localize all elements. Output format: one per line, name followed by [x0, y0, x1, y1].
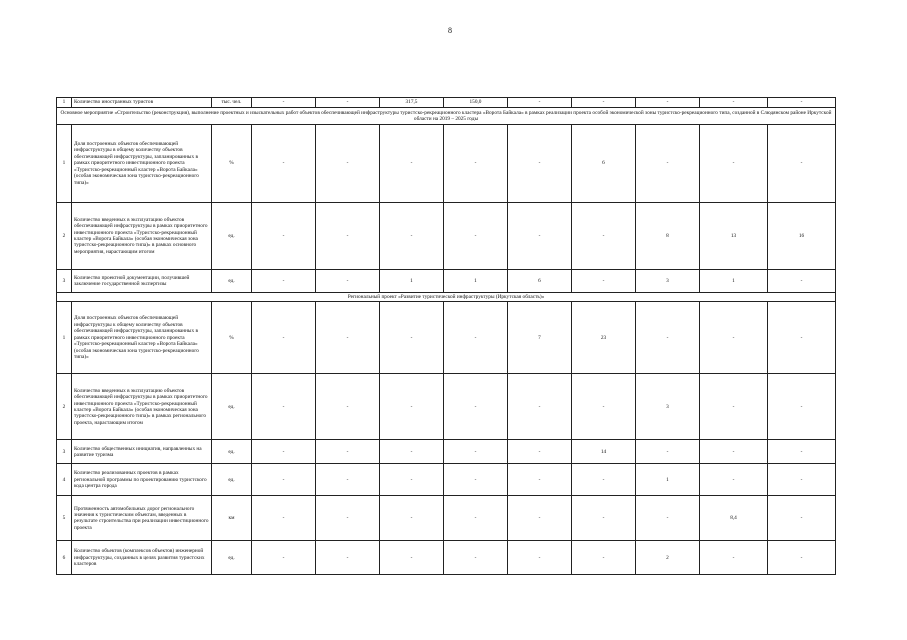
value-cell: - [380, 374, 444, 440]
value-cell: - [252, 541, 316, 575]
value-cell: - [508, 496, 572, 541]
section-title: Основное мероприятие «Строительство (реконструкция), выполнение проектных и изыскательных работ объектов обеспечивающей инфраструктуры туристско-рекреационного кластера «Ворота Байкала» в рамках реализации проекта особой экономической зоны туристско-рекреационного типа, созданной в Слюдянском районе Иркутской области на 2019 – 2025 годы [57, 108, 836, 125]
unit-cell: % [212, 302, 252, 374]
value-cell: - [316, 302, 380, 374]
section-title: Региональный проект «Развитие туристической инфраструктуры (Иркутская область)» [57, 293, 836, 302]
indicator-name: Доля построенных объектов обеспечивающей инфраструктуры в общему количеству объектов обеспечивающей инфраструктуры, запланированных в рамках приоритетного инвестиционного проекта «Туристско-рекреационный кластер «Ворота Байкала» (особая экономическая зона туристско-рекреационного типа)» [72, 125, 212, 203]
value-cell: - [444, 440, 508, 464]
value-cell: - [768, 374, 836, 440]
value-cell: - [380, 464, 444, 496]
indicator-name: Количество объектов (комплексов объектов) инженерной инфраструктуры, созданных в целях развития туристских кластеров [72, 541, 212, 575]
value-cell: 8 [636, 203, 700, 270]
table-row [57, 541, 836, 575]
row-number: 1 [57, 302, 72, 374]
value-cell: 3 [636, 374, 700, 440]
value-cell: 2 [636, 541, 700, 575]
value-cell: 1 [444, 270, 508, 293]
value-cell: - [252, 98, 316, 108]
value-cell: - [508, 203, 572, 270]
value-cell: - [380, 125, 444, 203]
value-cell: - [444, 464, 508, 496]
value-cell: 7 [508, 302, 572, 374]
indicator-name: Количество введенных в эксплуатацию объектов обеспечивающей инфраструктуры в рамках приоритетного инвестиционного проекта «Туристско-рекреационный кластер «Ворота Байкала» (особая экономическая зона туристско-рекреационного типа)» в рамках регионального проекта, нарастающим итогом [72, 374, 212, 440]
table-row [57, 496, 836, 541]
indicator-name: Количество иностранных туристов [72, 98, 212, 108]
row-number: 1 [57, 125, 72, 203]
value-cell: - [700, 125, 768, 203]
value-cell: - [444, 302, 508, 374]
value-cell: - [768, 496, 836, 541]
row-number: 5 [57, 496, 72, 541]
value-cell: 6 [508, 270, 572, 293]
unit-cell: ед. [212, 541, 252, 575]
value-cell: 8,4 [700, 496, 768, 541]
value-cell: - [572, 374, 636, 440]
value-cell: - [316, 98, 380, 108]
unit-cell: ед. [212, 270, 252, 293]
value-cell: - [636, 496, 700, 541]
value-cell: 3 [636, 270, 700, 293]
indicator-name: Количество реализованных проектов в рамках региональной программы по проектированию туристского кода центра города [72, 464, 212, 496]
table-row [57, 125, 836, 203]
value-cell: - [444, 203, 508, 270]
value-cell: - [252, 496, 316, 541]
value-cell: - [768, 270, 836, 293]
value-cell: - [508, 541, 572, 575]
value-cell: - [768, 541, 836, 575]
value-cell: - [700, 440, 768, 464]
value-cell: - [316, 464, 380, 496]
value-cell: - [380, 541, 444, 575]
value-cell: - [768, 464, 836, 496]
unit-cell: ед. [212, 464, 252, 496]
value-cell: - [700, 464, 768, 496]
row-number: 3 [57, 270, 72, 293]
unit-cell: ед. [212, 203, 252, 270]
value-cell: - [252, 374, 316, 440]
value-cell: - [700, 98, 768, 108]
unit-cell: тыс. чел. [212, 98, 252, 108]
value-cell: - [768, 440, 836, 464]
value-cell: - [700, 541, 768, 575]
value-cell: - [380, 440, 444, 464]
value-cell: - [700, 302, 768, 374]
row-number: 1 [57, 98, 72, 108]
indicator-name: Протяженность автомобильных дорог регионального значения к туристическим объектам, введенных в результате строительства при реализации инвестиционного проекта [72, 496, 212, 541]
indicator-name: Количество общественных инициатив, направленных на развитие туризма [72, 440, 212, 464]
value-cell: - [508, 98, 572, 108]
unit-cell: ед. [212, 440, 252, 464]
value-cell: - [444, 125, 508, 203]
value-cell: - [252, 203, 316, 270]
value-cell: - [572, 464, 636, 496]
unit-cell: км [212, 496, 252, 541]
value-cell: - [508, 464, 572, 496]
section-header-regional-project [57, 293, 836, 302]
table-row [57, 374, 836, 440]
value-cell: 1 [700, 270, 768, 293]
value-cell: - [572, 541, 636, 575]
value-cell: 13 [700, 203, 768, 270]
value-cell: 6 [572, 125, 636, 203]
value-cell: - [572, 270, 636, 293]
indicator-name: Доля построенных объектов обеспечивающей инфраструктуры к общему количеству объектов обеспечивающей инфраструктуры, запланированных в рамках приоритетного инвестиционного проекта «Туристско-рекреационный кластер «Ворота Байкала» (особая экономическая зона туристско-рекреационного типа)» [72, 302, 212, 374]
value-cell: - [316, 203, 380, 270]
value-cell: - [636, 125, 700, 203]
value-cell: - [380, 302, 444, 374]
row-number: 3 [57, 440, 72, 464]
value-cell: - [636, 302, 700, 374]
value-cell: - [316, 270, 380, 293]
value-cell: - [768, 125, 836, 203]
unit-cell: % [212, 125, 252, 203]
value-cell: 317,5 [380, 98, 444, 108]
value-cell: - [316, 374, 380, 440]
value-cell: 1 [380, 270, 444, 293]
value-cell: 23 [572, 302, 636, 374]
indicator-name: Количество проектной документации, получившей заключение государственной экспертизы [72, 270, 212, 293]
value-cell: - [768, 302, 836, 374]
value-cell: - [252, 464, 316, 496]
value-cell: - [508, 374, 572, 440]
value-cell: - [316, 541, 380, 575]
value-cell: - [252, 440, 316, 464]
value-cell: - [444, 541, 508, 575]
page-number: 8 [448, 26, 452, 35]
value-cell: - [380, 203, 444, 270]
value-cell: - [508, 440, 572, 464]
value-cell: - [444, 374, 508, 440]
table-row [57, 270, 836, 293]
value-cell: - [252, 302, 316, 374]
table-row [57, 98, 836, 108]
value-cell: - [380, 496, 444, 541]
value-cell: - [572, 203, 636, 270]
table-row [57, 302, 836, 374]
table-row [57, 203, 836, 270]
value-cell: - [444, 496, 508, 541]
value-cell: - [572, 496, 636, 541]
indicators-table [56, 97, 836, 575]
row-number: 2 [57, 374, 72, 440]
value-cell: - [508, 125, 572, 203]
row-number: 2 [57, 203, 72, 270]
value-cell: - [700, 374, 768, 440]
row-number: 4 [57, 464, 72, 496]
value-cell: - [252, 125, 316, 203]
table-row [57, 464, 836, 496]
value-cell: - [636, 98, 700, 108]
value-cell: - [316, 496, 380, 541]
value-cell: - [636, 440, 700, 464]
value-cell: 1 [636, 464, 700, 496]
value-cell: - [316, 125, 380, 203]
value-cell: - [252, 270, 316, 293]
row-number: 6 [57, 541, 72, 575]
value-cell: 150,0 [444, 98, 508, 108]
value-cell: - [572, 98, 636, 108]
indicator-name: Количество введенных в эксплуатацию объектов обеспечивающей инфраструктуры в рамках приоритетного инвестиционного проекта «Туристско-рекреационный кластер «Ворота Байкала» (особая экономическая зона туристско-рекреационного типа)» в рамках основного мероприятия, нарастающим итогом [72, 203, 212, 270]
value-cell: - [316, 440, 380, 464]
table-row [57, 440, 836, 464]
value-cell: - [768, 98, 836, 108]
value-cell: 14 [572, 440, 636, 464]
unit-cell: ед. [212, 374, 252, 440]
value-cell: 16 [768, 203, 836, 270]
section-header-main-activity [57, 108, 836, 125]
